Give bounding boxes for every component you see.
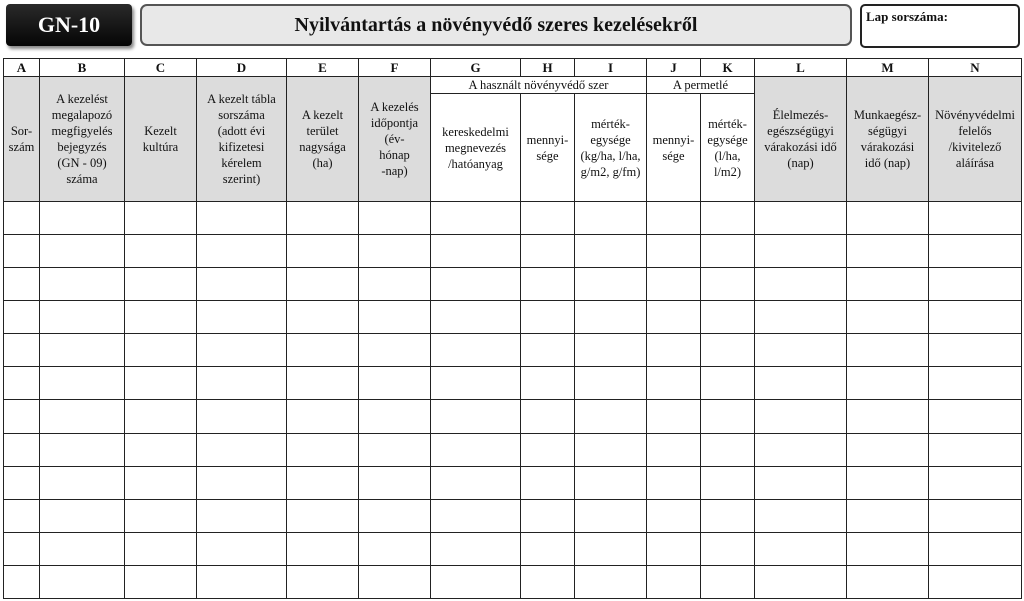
col-letter: M [847, 59, 929, 77]
header-a: Sor- szám [4, 77, 40, 202]
table-cell-l[interactable] [755, 202, 847, 235]
table-cell-j[interactable] [647, 367, 701, 400]
table-cell-e[interactable] [287, 433, 359, 466]
table-cell-f[interactable] [359, 367, 431, 400]
table-cell-l[interactable] [755, 532, 847, 565]
table-cell-i[interactable] [575, 532, 647, 565]
table-cell-d[interactable] [197, 433, 287, 466]
table-cell-h[interactable] [521, 268, 575, 301]
table-cell-c[interactable] [125, 433, 197, 466]
table-cell-a[interactable] [4, 532, 40, 565]
table-cell-d[interactable] [197, 268, 287, 301]
col-letter: C [125, 59, 197, 77]
table-cell-n[interactable] [929, 301, 1022, 334]
table-cell-d[interactable] [197, 202, 287, 235]
table-cell-c[interactable] [125, 400, 197, 433]
table-cell-n[interactable] [929, 466, 1022, 499]
table-cell-h[interactable] [521, 301, 575, 334]
table-row [4, 301, 1022, 334]
table-cell-g[interactable] [431, 301, 521, 334]
table-cell-k[interactable] [701, 301, 755, 334]
table-cell-j[interactable] [647, 565, 701, 598]
table-cell-c[interactable] [125, 235, 197, 268]
group-header-pesticide: A használt növényvédő szer [431, 77, 647, 94]
table-cell-h[interactable] [521, 499, 575, 532]
table-cell-b[interactable] [40, 400, 125, 433]
table-cell-g[interactable] [431, 565, 521, 598]
table-cell-d[interactable] [197, 466, 287, 499]
table-cell-a[interactable] [4, 565, 40, 598]
table-cell-b[interactable] [40, 202, 125, 235]
treatment-register-table [3, 58, 1022, 599]
table-cell-f[interactable] [359, 565, 431, 598]
table-cell-d[interactable] [197, 301, 287, 334]
group-header-spray: A permetlé [647, 77, 755, 94]
table-cell-f[interactable] [359, 235, 431, 268]
col-letter: I [575, 59, 647, 77]
table-cell-g[interactable] [431, 268, 521, 301]
table-cell-h[interactable] [521, 565, 575, 598]
table-cell-b[interactable] [40, 235, 125, 268]
table-cell-e[interactable] [287, 565, 359, 598]
table-cell-b[interactable] [40, 466, 125, 499]
table-cell-n[interactable] [929, 499, 1022, 532]
table-cell-d[interactable] [197, 367, 287, 400]
table-cell-g[interactable] [431, 466, 521, 499]
header-k: mérték- egysége (l/ha, l/m2) [701, 94, 755, 202]
col-letter: G [431, 59, 521, 77]
table-cell-i[interactable] [575, 367, 647, 400]
table-cell-c[interactable] [125, 565, 197, 598]
table-cell-k[interactable] [701, 499, 755, 532]
table-cell-i[interactable] [575, 466, 647, 499]
table-cell-h[interactable] [521, 400, 575, 433]
table-cell-m[interactable] [847, 565, 929, 598]
sheet-number-label: Lap sorszáma: [866, 9, 948, 24]
table-cell-m[interactable] [847, 532, 929, 565]
table-row [4, 400, 1022, 433]
col-letter: B [40, 59, 125, 77]
table-row [4, 433, 1022, 466]
table-row [4, 565, 1022, 598]
table-cell-m[interactable] [847, 334, 929, 367]
table-cell-g[interactable] [431, 400, 521, 433]
table-cell-a[interactable] [4, 499, 40, 532]
table-cell-i[interactable] [575, 334, 647, 367]
table-cell-m[interactable] [847, 202, 929, 235]
table-cell-k[interactable] [701, 268, 755, 301]
column-letter-row [4, 59, 1022, 77]
table-cell-g[interactable] [431, 433, 521, 466]
table-cell-b[interactable] [40, 565, 125, 598]
table-row [4, 268, 1022, 301]
table-cell-m[interactable] [847, 301, 929, 334]
table-cell-k[interactable] [701, 532, 755, 565]
table-cell-e[interactable] [287, 268, 359, 301]
form-code-badge [6, 4, 132, 46]
table-cell-i[interactable] [575, 565, 647, 598]
table-cell-k[interactable] [701, 202, 755, 235]
table-cell-b[interactable] [40, 532, 125, 565]
table-cell-a[interactable] [4, 433, 40, 466]
table-cell-f[interactable] [359, 433, 431, 466]
header-c: Kezelt kultúra [125, 77, 197, 202]
table-cell-c[interactable] [125, 499, 197, 532]
header-j: mennyi- sége [647, 94, 701, 202]
table-cell-f[interactable] [359, 202, 431, 235]
table-cell-j[interactable] [647, 400, 701, 433]
table-row [4, 499, 1022, 532]
table-cell-c[interactable] [125, 301, 197, 334]
table-body [4, 202, 1022, 599]
table-cell-n[interactable] [929, 235, 1022, 268]
table-cell-k[interactable] [701, 334, 755, 367]
table-cell-l[interactable] [755, 400, 847, 433]
table-cell-l[interactable] [755, 235, 847, 268]
table-row [4, 334, 1022, 367]
table-cell-e[interactable] [287, 334, 359, 367]
table-cell-d[interactable] [197, 532, 287, 565]
col-letter: D [197, 59, 287, 77]
header-e: A kezelt terület nagysága (ha) [287, 77, 359, 202]
table-cell-g[interactable] [431, 202, 521, 235]
table-cell-h[interactable] [521, 433, 575, 466]
table-cell-a[interactable] [4, 202, 40, 235]
table-cell-d[interactable] [197, 499, 287, 532]
table-cell-e[interactable] [287, 499, 359, 532]
table-cell-a[interactable] [4, 301, 40, 334]
table-cell-f[interactable] [359, 499, 431, 532]
table-row [4, 367, 1022, 400]
table-cell-d[interactable] [197, 334, 287, 367]
table-cell-k[interactable] [701, 466, 755, 499]
table-cell-k[interactable] [701, 433, 755, 466]
table-cell-b[interactable] [40, 433, 125, 466]
table-cell-e[interactable] [287, 400, 359, 433]
header-m: Munkaegész- ségügyi várakozási idő (nap) [847, 77, 929, 202]
table-cell-l[interactable] [755, 334, 847, 367]
header-n: Növényvédelmi felelős /kivitelező aláírása [929, 77, 1022, 202]
form-title-box [140, 4, 852, 46]
table-cell-e[interactable] [287, 532, 359, 565]
table-cell-i[interactable] [575, 499, 647, 532]
col-letter: H [521, 59, 575, 77]
table-cell-a[interactable] [4, 466, 40, 499]
table-cell-n[interactable] [929, 565, 1022, 598]
table-cell-f[interactable] [359, 466, 431, 499]
table-cell-a[interactable] [4, 268, 40, 301]
header-i: mérték- egysége (kg/ha, l/ha, g/m2, g/fm) [575, 94, 647, 202]
table-cell-n[interactable] [929, 334, 1022, 367]
table-cell-h[interactable] [521, 367, 575, 400]
table-cell-f[interactable] [359, 334, 431, 367]
table-cell-l[interactable] [755, 433, 847, 466]
header-g: kereskedelmi megnevezés /hatóanyag [431, 94, 521, 202]
table-cell-j[interactable] [647, 334, 701, 367]
table-cell-j[interactable] [647, 235, 701, 268]
table-cell-g[interactable] [431, 334, 521, 367]
table-cell-f[interactable] [359, 301, 431, 334]
table-cell-i[interactable] [575, 235, 647, 268]
table-cell-g[interactable] [431, 367, 521, 400]
table-row [4, 235, 1022, 268]
table-cell-c[interactable] [125, 268, 197, 301]
table-cell-m[interactable] [847, 268, 929, 301]
table-cell-g[interactable] [431, 235, 521, 268]
table-cell-l[interactable] [755, 301, 847, 334]
table-cell-i[interactable] [575, 433, 647, 466]
table-cell-e[interactable] [287, 367, 359, 400]
table-cell-e[interactable] [287, 202, 359, 235]
table-cell-h[interactable] [521, 202, 575, 235]
table-cell-n[interactable] [929, 400, 1022, 433]
table-cell-e[interactable] [287, 301, 359, 334]
table-cell-b[interactable] [40, 268, 125, 301]
table-cell-i[interactable] [575, 301, 647, 334]
table-cell-l[interactable] [755, 268, 847, 301]
table-cell-j[interactable] [647, 499, 701, 532]
header-h: mennyi- sége [521, 94, 575, 202]
form-title: Nyilvántartás a növényvédő szeres kezelésekről [294, 13, 698, 36]
table-cell-c[interactable] [125, 466, 197, 499]
table-cell-f[interactable] [359, 532, 431, 565]
table-cell-c[interactable] [125, 202, 197, 235]
table-row [4, 466, 1022, 499]
col-letter: F [359, 59, 431, 77]
table-cell-c[interactable] [125, 334, 197, 367]
header-l: Élelmezés- egészségügyi várakozási idő (nap) [755, 77, 847, 202]
table-cell-l[interactable] [755, 466, 847, 499]
col-letter: A [4, 59, 40, 77]
table-cell-a[interactable] [4, 235, 40, 268]
table-cell-m[interactable] [847, 235, 929, 268]
col-letter: E [287, 59, 359, 77]
table-cell-m[interactable] [847, 367, 929, 400]
table-cell-i[interactable] [575, 400, 647, 433]
table-cell-j[interactable] [647, 301, 701, 334]
table-cell-l[interactable] [755, 565, 847, 598]
table-cell-g[interactable] [431, 499, 521, 532]
table-cell-b[interactable] [40, 334, 125, 367]
table-cell-a[interactable] [4, 367, 40, 400]
table-cell-j[interactable] [647, 466, 701, 499]
table-cell-k[interactable] [701, 235, 755, 268]
table-cell-g[interactable] [431, 532, 521, 565]
table-cell-j[interactable] [647, 532, 701, 565]
header-f: A kezelés időpontja (év- hónap -nap) [359, 77, 431, 202]
table-cell-l[interactable] [755, 499, 847, 532]
header-d: A kezelt tábla sorszáma (adott évi kifizetesi kérelem szerint) [197, 77, 287, 202]
table-cell-m[interactable] [847, 433, 929, 466]
table-cell-h[interactable] [521, 235, 575, 268]
table-cell-k[interactable] [701, 367, 755, 400]
table-cell-d[interactable] [197, 235, 287, 268]
form-code: GN-10 [37, 12, 101, 37]
table-cell-l[interactable] [755, 367, 847, 400]
table-cell-i[interactable] [575, 268, 647, 301]
table-cell-a[interactable] [4, 334, 40, 367]
col-letter: J [647, 59, 701, 77]
table-cell-n[interactable] [929, 202, 1022, 235]
table-cell-m[interactable] [847, 466, 929, 499]
col-letter: K [701, 59, 755, 77]
table-cell-d[interactable] [197, 400, 287, 433]
table-cell-k[interactable] [701, 400, 755, 433]
table-cell-b[interactable] [40, 499, 125, 532]
table-cell-f[interactable] [359, 268, 431, 301]
table-cell-k[interactable] [701, 565, 755, 598]
table-cell-n[interactable] [929, 532, 1022, 565]
table-cell-c[interactable] [125, 367, 197, 400]
table-cell-h[interactable] [521, 334, 575, 367]
table-cell-j[interactable] [647, 268, 701, 301]
col-letter: L [755, 59, 847, 77]
table-cell-h[interactable] [521, 532, 575, 565]
table-cell-m[interactable] [847, 499, 929, 532]
table-cell-n[interactable] [929, 433, 1022, 466]
header-row [4, 77, 1022, 94]
table-cell-n[interactable] [929, 367, 1022, 400]
table-cell-m[interactable] [847, 400, 929, 433]
table-cell-e[interactable] [287, 235, 359, 268]
table-row [4, 202, 1022, 235]
table-cell-b[interactable] [40, 301, 125, 334]
table-cell-e[interactable] [287, 466, 359, 499]
table-cell-i[interactable] [575, 202, 647, 235]
table-cell-a[interactable] [4, 400, 40, 433]
sheet-number-field[interactable] [860, 4, 1020, 48]
table-row [4, 532, 1022, 565]
table-cell-h[interactable] [521, 466, 575, 499]
header-b: A kezelést megalapozó megfigyelés bejegyzés (GN - 09) száma [40, 77, 125, 202]
table-cell-n[interactable] [929, 268, 1022, 301]
col-letter: N [929, 59, 1022, 77]
table-cell-b[interactable] [40, 367, 125, 400]
table-cell-d[interactable] [197, 565, 287, 598]
table-cell-j[interactable] [647, 202, 701, 235]
table-cell-c[interactable] [125, 532, 197, 565]
table-cell-f[interactable] [359, 400, 431, 433]
table-cell-j[interactable] [647, 433, 701, 466]
